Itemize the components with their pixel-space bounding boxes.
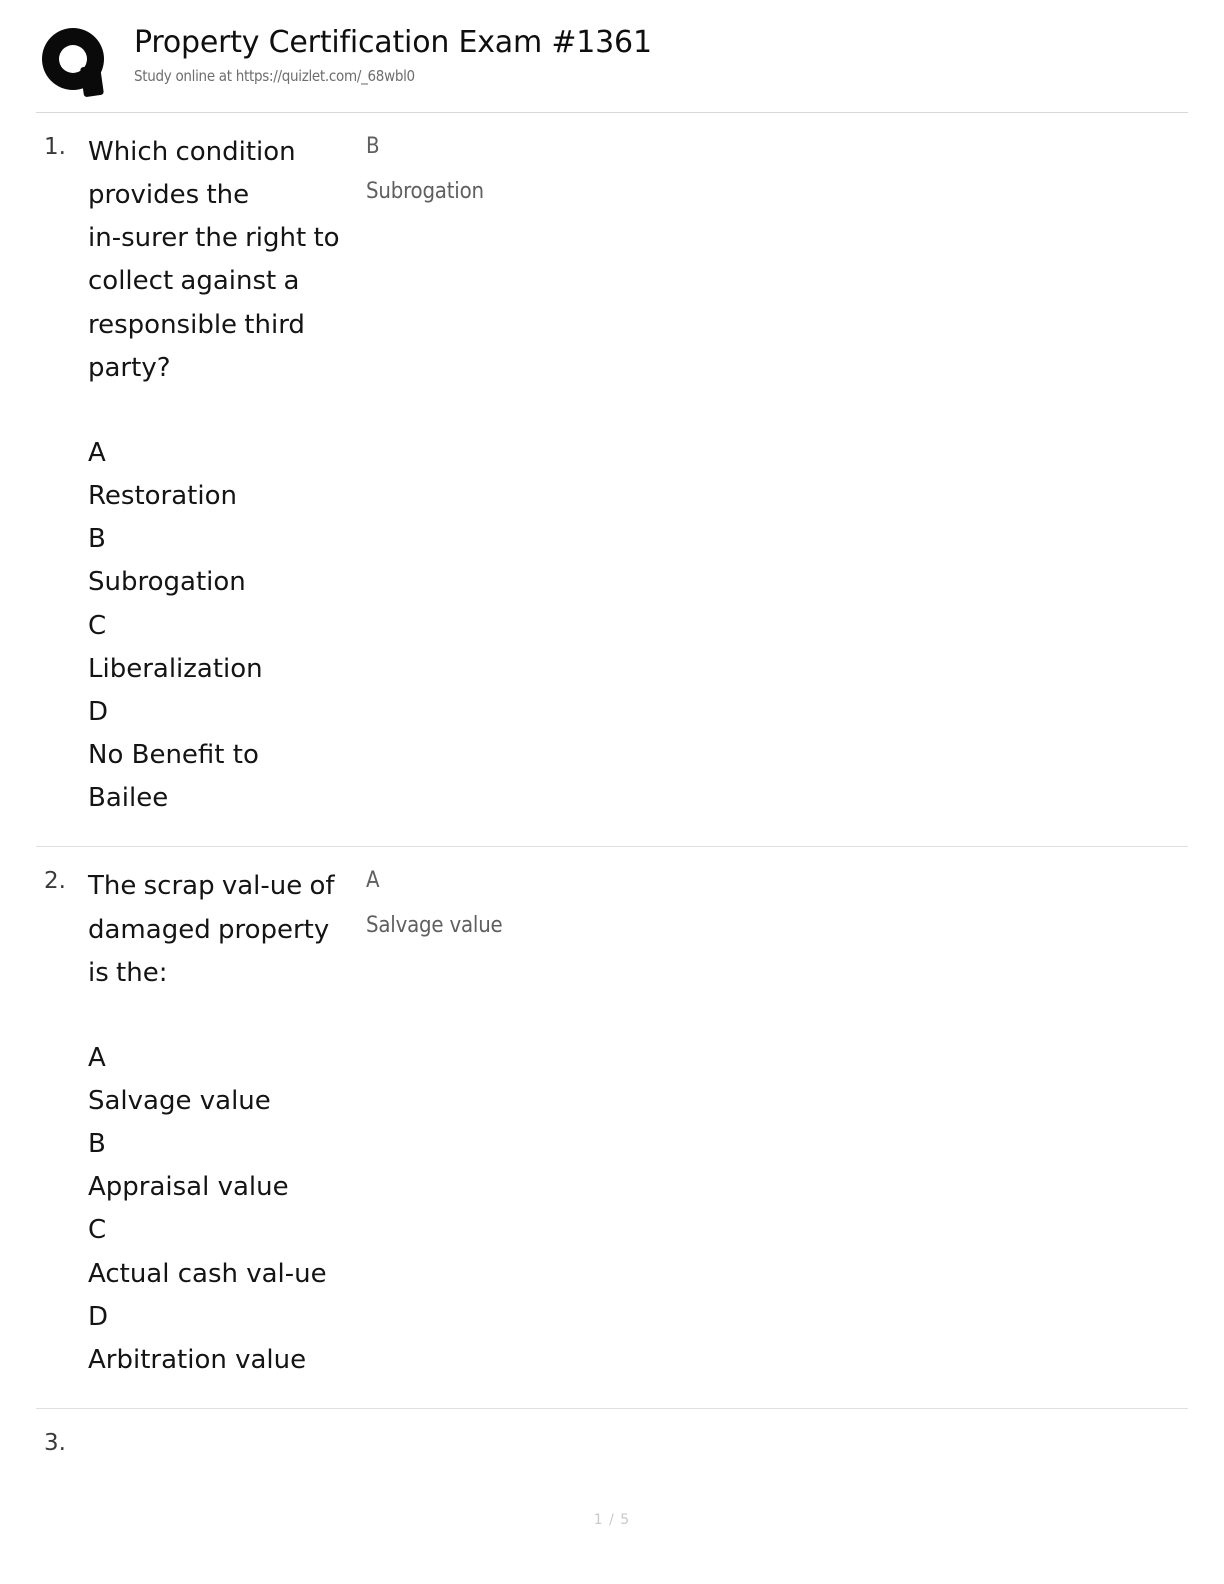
question-row bbox=[36, 1409, 1188, 1460]
choice-text: Appraisal value bbox=[88, 1172, 289, 1203]
question-number: 2. bbox=[44, 868, 66, 895]
question-text: The scrap val‑ue of damaged property is the: bbox=[88, 871, 335, 988]
answer-text: Subrogation bbox=[366, 178, 484, 204]
choice-list bbox=[88, 1037, 346, 1382]
study-link-subtitle: Study online at https://quizlet.com/_68wbl0 bbox=[134, 66, 415, 85]
question-body bbox=[88, 131, 356, 820]
choice-letter: A bbox=[88, 1042, 106, 1073]
page-footer: 1 / 5 bbox=[593, 1512, 631, 1528]
choice-letter: C bbox=[88, 1215, 107, 1246]
choice-list bbox=[88, 432, 346, 820]
question-body bbox=[88, 865, 356, 1382]
question-number: 1. bbox=[44, 134, 66, 160]
choice-letter: C bbox=[88, 610, 107, 641]
question-row bbox=[36, 113, 1188, 847]
quizlet-q-logo-icon bbox=[38, 24, 116, 102]
choice-text: No Benefit to Bailee bbox=[88, 740, 259, 814]
choice-letter: D bbox=[88, 696, 109, 727]
question-row bbox=[36, 847, 1188, 1409]
answer-block bbox=[356, 865, 1188, 942]
answer-letter: B bbox=[366, 134, 380, 159]
choice-letter: B bbox=[88, 1129, 106, 1160]
choice-text: Actual cash val‑ue bbox=[88, 1258, 327, 1289]
question-text: Which condition provides the in‑surer the right to collect against a responsible third party? bbox=[88, 137, 340, 383]
answer-letter: A bbox=[366, 868, 380, 894]
document-header bbox=[36, 0, 1188, 113]
header-text-block bbox=[134, 22, 652, 85]
answer-block bbox=[356, 131, 1188, 208]
choice-letter: A bbox=[88, 437, 106, 468]
page-title: Property Certification Exam #1361 bbox=[134, 25, 652, 60]
answer-text: Salvage value bbox=[366, 913, 503, 939]
choice-letter: B bbox=[88, 524, 106, 555]
choice-text: Arbitration value bbox=[88, 1344, 307, 1375]
question-number: 3. bbox=[44, 1430, 66, 1457]
choice-text: Subrogation bbox=[88, 567, 246, 598]
choice-text: Restoration bbox=[88, 481, 237, 512]
choice-letter: D bbox=[88, 1301, 109, 1332]
choice-text: Salvage value bbox=[88, 1085, 271, 1116]
choice-text: Liberalization bbox=[88, 653, 263, 684]
